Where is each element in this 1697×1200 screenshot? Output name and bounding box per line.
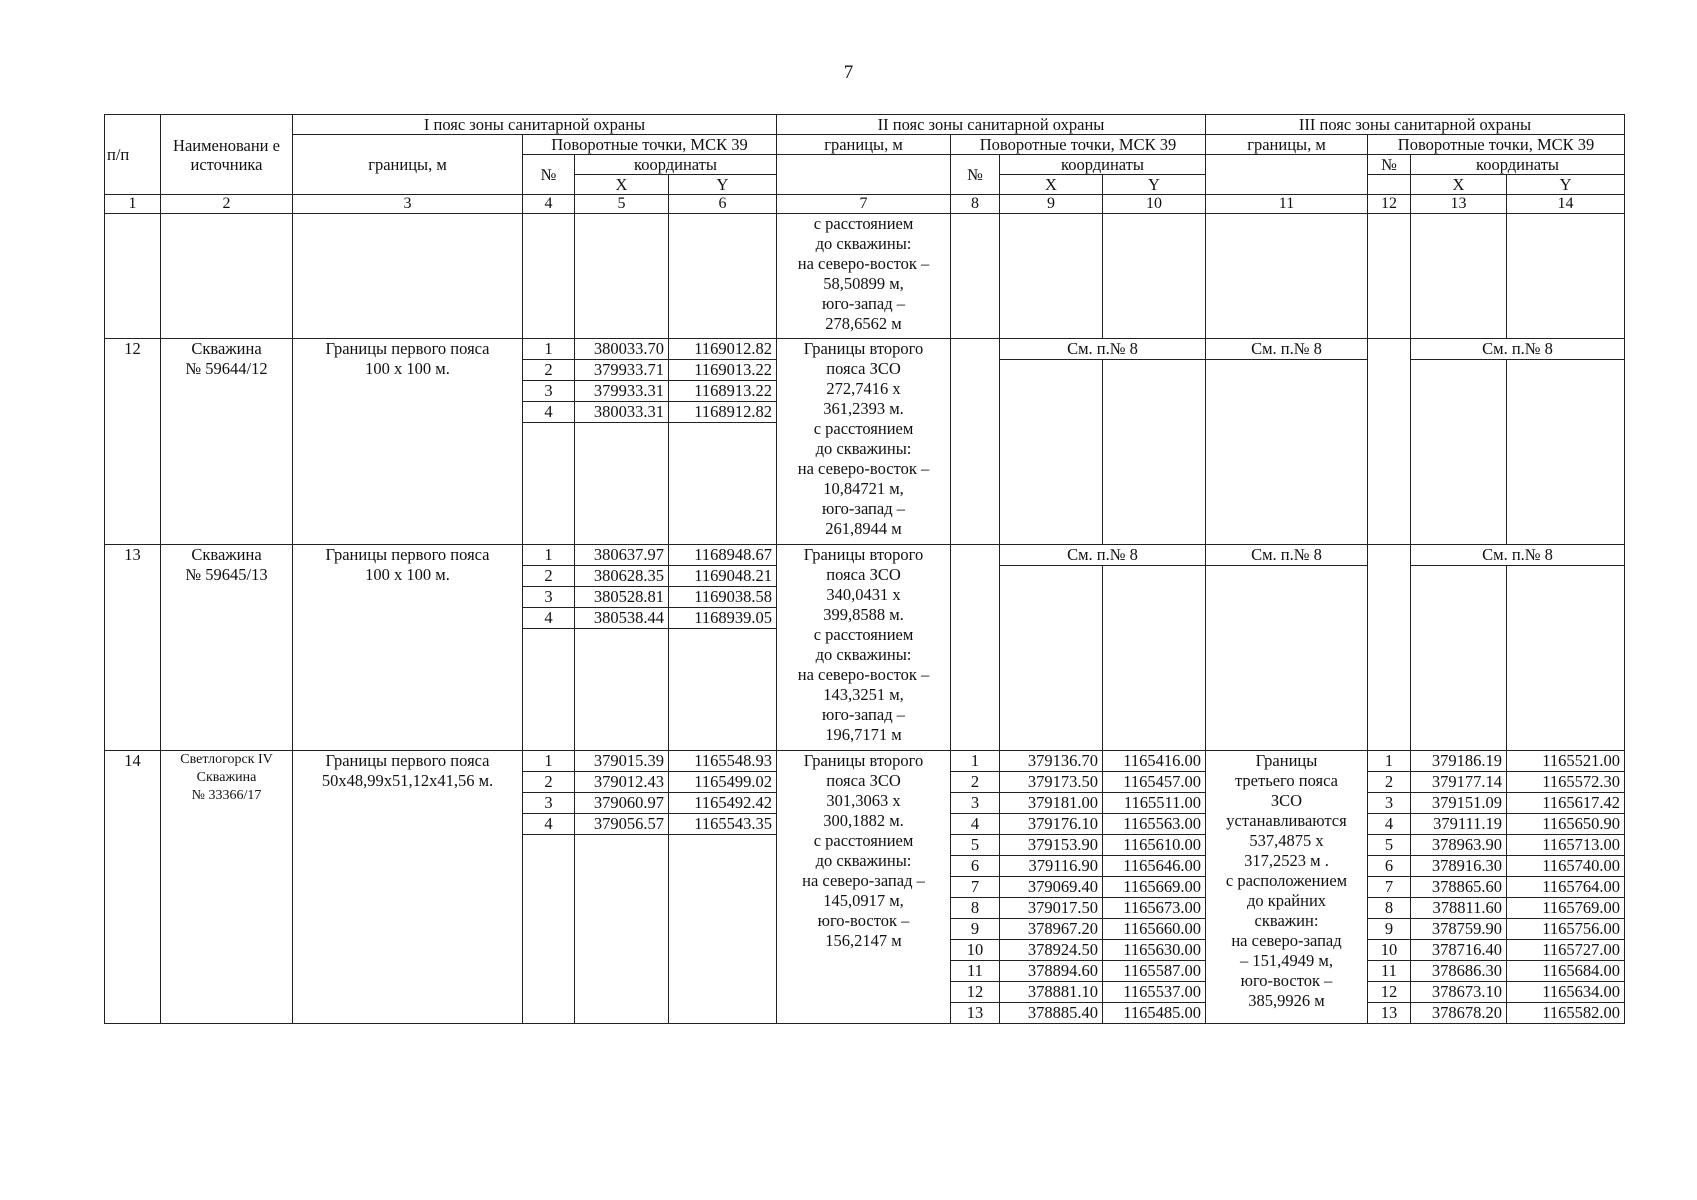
- point-x: 380538.44: [575, 608, 669, 629]
- point-no: 3: [1368, 793, 1411, 814]
- header-zone3-points: Поворотные точки, МСК 39: [1368, 135, 1625, 155]
- point-x: 378811.60: [1411, 898, 1507, 919]
- point-no: 11: [1368, 961, 1411, 982]
- point-x: 378759.90: [1411, 919, 1507, 940]
- empty-cell: [575, 835, 669, 1024]
- header-zone3-borders: границы, м: [1206, 135, 1368, 155]
- point-no: 6: [951, 856, 1000, 877]
- point-x: 379933.31: [575, 381, 669, 402]
- point-x: 379136.70: [1000, 751, 1103, 772]
- column-index: 5: [575, 195, 669, 214]
- zone3-borders-empty: [1206, 566, 1368, 751]
- point-x: 378894.60: [1000, 961, 1103, 982]
- zone3-reference: См. п.№ 8: [1206, 545, 1368, 566]
- point-x: 380628.35: [575, 566, 669, 587]
- cont-cell: [669, 214, 777, 339]
- cont-cell: [1000, 214, 1103, 339]
- column-index: 3: [293, 195, 523, 214]
- point-y: 1169048.21: [669, 566, 777, 587]
- point-y: 1165727.00: [1507, 940, 1625, 961]
- header-zone3-coords: координаты: [1411, 155, 1625, 175]
- point-x: 378924.50: [1000, 940, 1103, 961]
- point-y: 1165537.00: [1103, 982, 1206, 1003]
- empty-cell: [523, 423, 575, 545]
- column-index: 10: [1103, 195, 1206, 214]
- point-x: 379012.43: [575, 772, 669, 793]
- cont-cell: [1368, 214, 1411, 339]
- point-no: 5: [951, 835, 1000, 856]
- source-name: Светлогорск IV Скважина № 33366/17: [161, 751, 293, 1024]
- point-y: 1165499.02: [669, 772, 777, 793]
- header-pp: п/п: [105, 115, 161, 195]
- point-no: 4: [523, 814, 575, 835]
- zone3-y-empty: [1507, 566, 1625, 751]
- point-no: 2: [523, 360, 575, 381]
- point-y: 1165572.30: [1507, 772, 1625, 793]
- zone2-reference: См. п.№ 8: [1000, 545, 1206, 566]
- empty-cell: [669, 423, 777, 545]
- source-name: Скважина № 59644/12: [161, 339, 293, 545]
- zone2-x-empty: [1000, 566, 1103, 751]
- point-x: 378716.40: [1411, 940, 1507, 961]
- row-number: 14: [105, 751, 161, 1024]
- zone1-borders: Границы первого пояса 100 х 100 м.: [293, 339, 523, 545]
- point-y: 1165713.00: [1507, 835, 1625, 856]
- zone3-no-empty: [1368, 339, 1411, 545]
- point-y: 1165634.00: [1507, 982, 1625, 1003]
- point-x: 378963.90: [1411, 835, 1507, 856]
- point-no: 11: [951, 961, 1000, 982]
- zone3-no-empty: [1368, 545, 1411, 751]
- column-index: 11: [1206, 195, 1368, 214]
- point-x: 378678.20: [1411, 1003, 1507, 1024]
- zone1-borders: Границы первого пояса 100 х 100 м.: [293, 545, 523, 751]
- zone3-points-reference: См. п.№ 8: [1411, 339, 1625, 360]
- table-row: [105, 339, 1625, 360]
- zone2-borders: Границы второго пояса ЗСО 272,7416 х 361,2393 м. с расстоянием до скважины: на северо-восток – 10,84721 м, юго-запад – 261,8944 м: [777, 339, 951, 545]
- point-no: 4: [1368, 814, 1411, 835]
- zone3-borders-empty: [1206, 360, 1368, 545]
- point-x: 378686.30: [1411, 961, 1507, 982]
- column-index: 14: [1507, 195, 1625, 214]
- point-x: 378881.10: [1000, 982, 1103, 1003]
- column-index: 9: [1000, 195, 1103, 214]
- zone2-no-empty: [951, 339, 1000, 545]
- empty-cell: [523, 835, 575, 1024]
- point-no: 3: [523, 793, 575, 814]
- point-y: 1165673.00: [1103, 898, 1206, 919]
- point-x: 379017.50: [1000, 898, 1103, 919]
- cont-cell: [1103, 214, 1206, 339]
- point-no: 13: [951, 1003, 1000, 1024]
- header-zone1: I пояс зоны санитарной охраны: [293, 115, 777, 135]
- column-index: 7: [777, 195, 951, 214]
- table-row: [105, 751, 1625, 772]
- column-index: 13: [1411, 195, 1507, 214]
- header-zone2-blank: [777, 155, 951, 195]
- point-x: 379176.10: [1000, 814, 1103, 835]
- point-no: 1: [523, 751, 575, 772]
- header-zone1-x: X: [575, 175, 669, 195]
- point-no: 2: [523, 772, 575, 793]
- header-zone2-no: №: [951, 155, 1000, 195]
- sanitary-zone-table: [104, 114, 1625, 1024]
- column-index: 4: [523, 195, 575, 214]
- point-no: 1: [523, 339, 575, 360]
- point-y: 1165669.00: [1103, 877, 1206, 898]
- point-y: 1168913.22: [669, 381, 777, 402]
- point-x: 379151.09: [1411, 793, 1507, 814]
- zone3-reference: См. п.№ 8: [1206, 339, 1368, 360]
- header-zone1-y: Y: [669, 175, 777, 195]
- point-y: 1165492.42: [669, 793, 777, 814]
- empty-cell: [523, 629, 575, 751]
- point-no: 4: [523, 608, 575, 629]
- source-name: Скважина № 59645/13: [161, 545, 293, 751]
- point-x: 379060.97: [575, 793, 669, 814]
- point-y: 1165769.00: [1507, 898, 1625, 919]
- point-y: 1165610.00: [1103, 835, 1206, 856]
- header-source-name: Наименовани е источника: [161, 115, 293, 195]
- point-y: 1165650.90: [1507, 814, 1625, 835]
- column-index: 8: [951, 195, 1000, 214]
- header-zone2: II пояс зоны санитарной охраны: [777, 115, 1206, 135]
- point-y: 1165764.00: [1507, 877, 1625, 898]
- point-y: 1165582.00: [1507, 1003, 1625, 1024]
- zone3-borders: Границы третьего пояса ЗСО устанавливаются 537,4875 х 317,2523 м . с расположением до крайних скважин: на северо-запад – 151,4949 м, юго-восток – 385,9926 м: [1206, 751, 1368, 1024]
- point-no: 10: [951, 940, 1000, 961]
- point-x: 379186.19: [1411, 751, 1507, 772]
- cont-cell: [575, 214, 669, 339]
- cont-zone2-text: с расстоянием до скважины: на северо-восток – 58,50899 м, юго-запад – 278,6562 м: [777, 214, 951, 339]
- zone2-borders: Границы второго пояса ЗСО 301,3063 х 300,1882 м. с расстоянием до скважины: на северо-запад – 145,0917 м, юго-восток – 156,2147 м: [777, 751, 951, 1024]
- point-y: 1165548.93: [669, 751, 777, 772]
- zone2-x-empty: [1000, 360, 1103, 545]
- header-zone2-y: Y: [1103, 175, 1206, 195]
- point-x: 380033.70: [575, 339, 669, 360]
- point-no: 13: [1368, 1003, 1411, 1024]
- empty-cell: [575, 629, 669, 751]
- zone1-borders: Границы первого пояса 50х48,99х51,12х41,56 м.: [293, 751, 523, 1024]
- point-x: 379069.40: [1000, 877, 1103, 898]
- zone2-y-empty: [1103, 360, 1206, 545]
- point-x: 380637.97: [575, 545, 669, 566]
- point-y: 1165543.35: [669, 814, 777, 835]
- point-y: 1165563.00: [1103, 814, 1206, 835]
- point-y: 1165617.42: [1507, 793, 1625, 814]
- point-y: 1165646.00: [1103, 856, 1206, 877]
- header-zone2-x: X: [1000, 175, 1103, 195]
- point-y: 1165630.00: [1103, 940, 1206, 961]
- point-no: 7: [951, 877, 1000, 898]
- point-no: 1: [1368, 751, 1411, 772]
- point-y: 1169013.22: [669, 360, 777, 381]
- cont-cell: [951, 214, 1000, 339]
- header-zone2-borders: границы, м: [777, 135, 951, 155]
- point-y: 1168939.05: [669, 608, 777, 629]
- point-no: 5: [1368, 835, 1411, 856]
- header-zone1-coords: координаты: [575, 155, 777, 175]
- header-zone3: III пояс зоны санитарной охраны: [1206, 115, 1625, 135]
- page-number: 7: [843, 62, 854, 83]
- point-y: 1169038.58: [669, 587, 777, 608]
- point-no: 9: [1368, 919, 1411, 940]
- header-zone3-no: №: [1368, 155, 1411, 175]
- zone2-y-empty: [1103, 566, 1206, 751]
- cont-cell: [1206, 214, 1368, 339]
- point-y: 1165511.00: [1103, 793, 1206, 814]
- column-index-row: [105, 195, 1625, 214]
- point-no: 12: [951, 982, 1000, 1003]
- point-x: 379177.14: [1411, 772, 1507, 793]
- point-no: 4: [951, 814, 1000, 835]
- column-index: 1: [105, 195, 161, 214]
- point-no: 8: [1368, 898, 1411, 919]
- empty-cell: [575, 423, 669, 545]
- point-no: 3: [951, 793, 1000, 814]
- point-x: 379153.90: [1000, 835, 1103, 856]
- empty-cell: [669, 629, 777, 751]
- point-y: 1165660.00: [1103, 919, 1206, 940]
- point-no: 10: [1368, 940, 1411, 961]
- point-y: 1165416.00: [1103, 751, 1206, 772]
- cont-cell: [523, 214, 575, 339]
- zone2-borders: Границы второго пояса ЗСО 340,0431 х 399,8588 м. с расстоянием до скважины: на северо-восток – 143,3251 м, юго-запад – 196,7171 м: [777, 545, 951, 751]
- point-x: 378916.30: [1411, 856, 1507, 877]
- zone3-x-empty: [1411, 360, 1507, 545]
- point-x: 379056.57: [575, 814, 669, 835]
- point-y: 1169012.82: [669, 339, 777, 360]
- point-no: 2: [951, 772, 1000, 793]
- zone3-x-empty: [1411, 566, 1507, 751]
- header-zone1-borders: границы, м: [293, 135, 523, 195]
- column-index: 2: [161, 195, 293, 214]
- point-x: 380528.81: [575, 587, 669, 608]
- point-y: 1168948.67: [669, 545, 777, 566]
- point-no: 9: [951, 919, 1000, 940]
- point-y: 1165587.00: [1103, 961, 1206, 982]
- point-no: 2: [1368, 772, 1411, 793]
- point-x: 379181.00: [1000, 793, 1103, 814]
- header-zone3-blank-no: [1368, 175, 1411, 195]
- point-no: 1: [523, 545, 575, 566]
- point-no: 2: [523, 566, 575, 587]
- point-x: 379173.50: [1000, 772, 1103, 793]
- header-zone2-coords: координаты: [1000, 155, 1206, 175]
- point-y: 1165485.00: [1103, 1003, 1206, 1024]
- row-number: 12: [105, 339, 161, 545]
- cont-cell: [293, 214, 523, 339]
- point-no: 1: [951, 751, 1000, 772]
- point-y: 1165756.00: [1507, 919, 1625, 940]
- point-x: 378967.20: [1000, 919, 1103, 940]
- header-zone3-x: X: [1411, 175, 1507, 195]
- zone2-no-empty: [951, 545, 1000, 751]
- point-y: 1165457.00: [1103, 772, 1206, 793]
- point-x: 379933.71: [575, 360, 669, 381]
- point-x: 378865.60: [1411, 877, 1507, 898]
- cont-cell: [1411, 214, 1507, 339]
- header-zone3-y: Y: [1507, 175, 1625, 195]
- column-index: 12: [1368, 195, 1411, 214]
- cont-cell: [1507, 214, 1625, 339]
- row-number: 13: [105, 545, 161, 751]
- point-x: 379116.90: [1000, 856, 1103, 877]
- table-row: [105, 545, 1625, 566]
- point-no: 7: [1368, 877, 1411, 898]
- point-y: 1165740.00: [1507, 856, 1625, 877]
- point-no: 4: [523, 402, 575, 423]
- zone3-points-reference: См. п.№ 8: [1411, 545, 1625, 566]
- point-x: 378673.10: [1411, 982, 1507, 1003]
- point-y: 1168912.82: [669, 402, 777, 423]
- point-no: 3: [523, 587, 575, 608]
- cont-cell: [105, 214, 161, 339]
- header-zone3-blank: [1206, 155, 1368, 195]
- point-no: 8: [951, 898, 1000, 919]
- header-zone1-points: Поворотные точки, МСК 39: [523, 135, 777, 155]
- point-y: 1165521.00: [1507, 751, 1625, 772]
- column-index: 6: [669, 195, 777, 214]
- empty-cell: [669, 835, 777, 1024]
- cont-cell: [161, 214, 293, 339]
- continuation-row: [105, 214, 1625, 339]
- point-x: 379015.39: [575, 751, 669, 772]
- point-no: 12: [1368, 982, 1411, 1003]
- zone2-reference: См. п.№ 8: [1000, 339, 1206, 360]
- point-x: 378885.40: [1000, 1003, 1103, 1024]
- point-y: 1165684.00: [1507, 961, 1625, 982]
- header-zone1-no: №: [523, 155, 575, 195]
- point-no: 6: [1368, 856, 1411, 877]
- header-zone2-points: Поворотные точки, МСК 39: [951, 135, 1206, 155]
- point-x: 379111.19: [1411, 814, 1507, 835]
- point-no: 3: [523, 381, 575, 402]
- zone3-y-empty: [1507, 360, 1625, 545]
- point-x: 380033.31: [575, 402, 669, 423]
